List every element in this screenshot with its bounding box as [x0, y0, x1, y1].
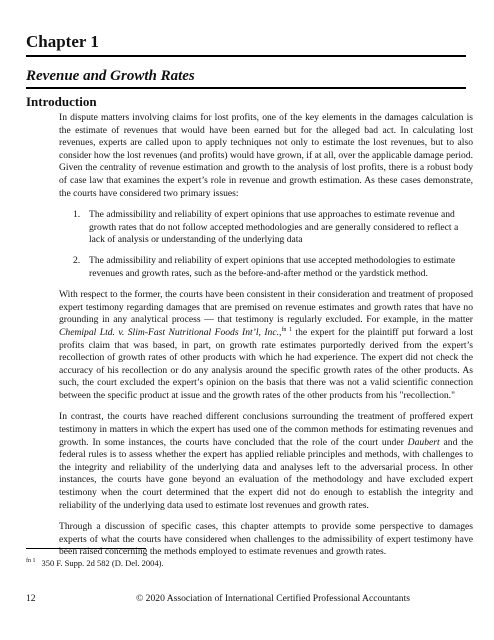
paragraph-4: Through a discussion of specific cases, this chapter attempts to provide some perspective to damages experts of what the courts have considered when challenges to the admissibility of expert testimony have been raised concerning the methods employed to estimate revenues and growth rates.: [59, 521, 473, 558]
list-item: [73, 209, 473, 247]
list-number: 2.: [73, 254, 81, 266]
paragraph-1: In dispute matters involving claims for lost profits, one of the key elements in the damages calculation is the estimate of revenues that would have been earned but for the alleged bad act. In calculating lost revenues, experts are called upon to apply techniques not only to estimate the lost revenues, but to also consider how the lost revenues (and profits) would have grown, if at all, over the applicable damage period. Given the centrality of revenue estimation and growth to the analysis of lost profits, there is a robust body of case law that examines the expert’s role in revenue and growth estimation. As these cases demonstrate, the courts have considered two primary issues:: [59, 112, 473, 199]
list-number: 1.: [73, 209, 81, 221]
paragraph-2: [59, 289, 473, 402]
copyright-notice: © 2020 Association of International Certified Professional Accountants: [136, 593, 410, 604]
issues-list: [59, 209, 473, 280]
footnote-reference[interactable]: fn 1: [281, 326, 292, 333]
chapter-title: Chapter 1: [26, 32, 466, 57]
paragraph-3: [59, 411, 473, 512]
footnote-divider: [26, 548, 146, 549]
page-number: 12: [26, 593, 36, 604]
paragraph-2-text: With respect to the former, the courts have been consistent in their consideration and treatment of proposed expert testimony regarding damages that are premised on revenue estimates and growth rates that have no grounding in any analytical process — that testimony is regularly excluded. For example, in the matter: [59, 289, 473, 326]
body-text: [59, 112, 473, 559]
list-item: [73, 255, 473, 280]
list-text: The admissibility and reliability of expert opinions that use accepted methodologies to estimate revenues and growth rates, such as the before-and-after method or the yardstick method.: [89, 254, 456, 279]
chapter-subtitle: Revenue and Growth Rates: [26, 67, 466, 89]
list-text: The admissibility and reliability of expert opinions that use approaches to estimate revenue and growth rates that do not follow accepted methodologies and are generally considered to reflect a lack of analysis or understanding of the underlying data: [89, 209, 459, 246]
footnote-marker: fn 1: [26, 558, 36, 564]
footnote: [26, 556, 164, 569]
paragraph-3-text: In contrast, the courts have reached different conclusions surrounding the treatment of proffered expert testimony in matters in which the expert has used one of the common methods for estimating revenues and growth. In some instances, the courts have concluded that the role of the court under: [59, 411, 473, 448]
case-name-daubert: Daubert: [407, 436, 440, 448]
comma: ,: [279, 326, 282, 338]
case-name: Chemipal Ltd. v. Slim-Fast Nutritional Foods Int’l, Inc.: [59, 326, 280, 338]
section-heading: Introduction: [26, 94, 97, 109]
paragraph-2-continued: the expert for the plaintiff put forward a lost profits claim that was based, in part, on growth rate estimates purportedly derived from the expert’s recollection of growth rates of other products with which he had experience. The expert did not check the accuracy of his recollection or do any analysis around the specific growth rates of the other products. As such, the court excluded the expert’s opinion on the basis that there was not a valid scientific connection between the specific product at issue and the growth rates of the other products from his "recollection.": [59, 326, 473, 401]
footnote-text: 350 F. Supp. 2d 582 (D. Del. 2004).: [41, 557, 164, 568]
paragraph-3-continued: and the federal rules is to assess whether the expert has applied reliable principles and methods, with challenges to the integrity and reliability of the underlying data and analyses left to the adversarial process. In other instances, the courts have gone beyond an evaluation of the methodology and have excluded expert testimony when the court determined that the expert did not do enough to establish the integrity and reliability of the underlying data used to estimate lost revenues and growth rates.: [59, 436, 473, 511]
